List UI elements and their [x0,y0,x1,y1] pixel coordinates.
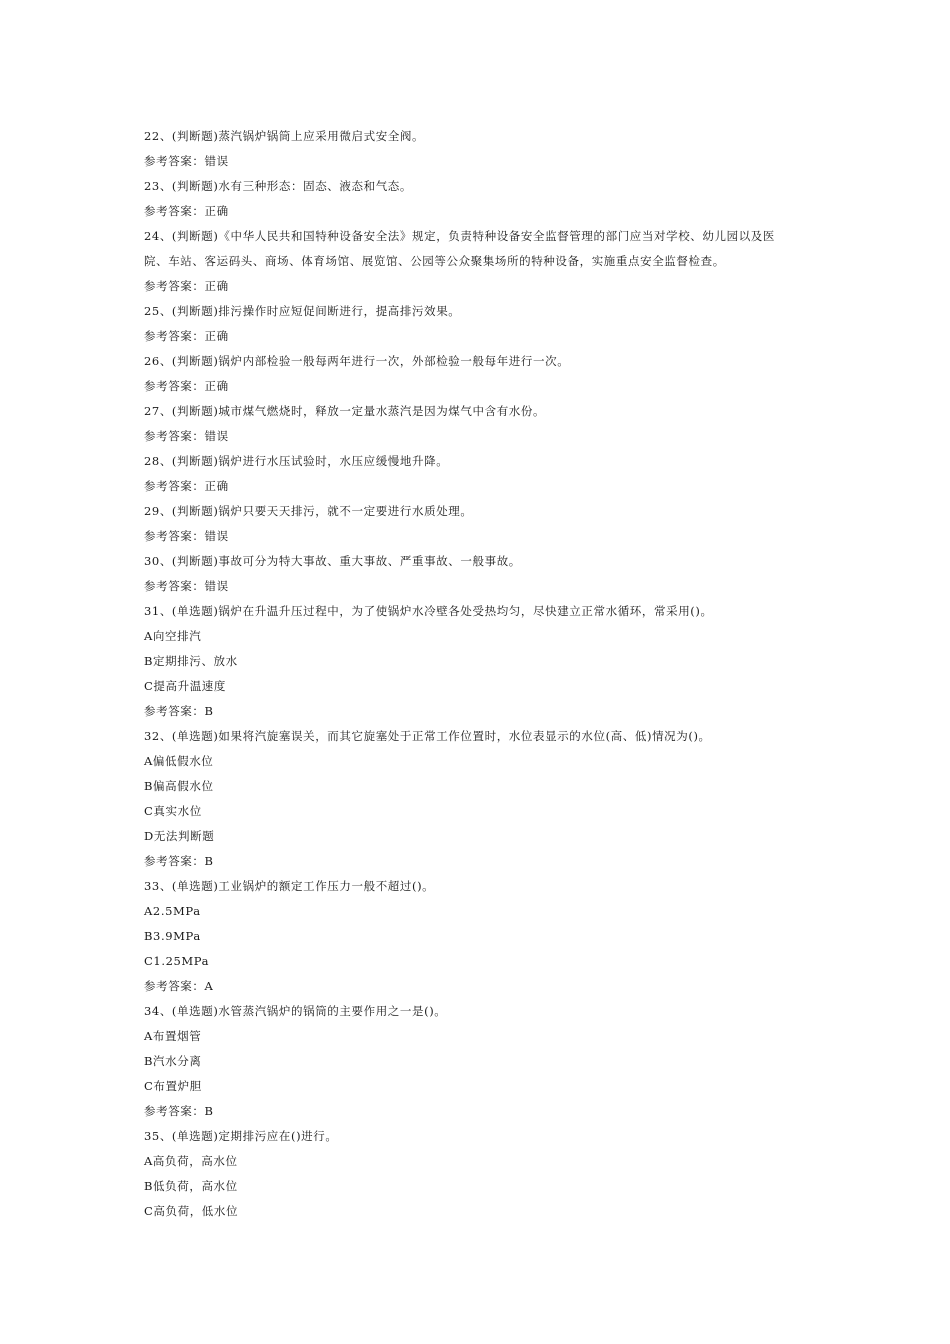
option-33-b: B3.9MPa [144,929,201,943]
question-28: 28、(判断题)锅炉进行水压试验时，水压应缓慢地升降。 [144,454,449,468]
option-32-b: B偏高假水位 [144,779,214,793]
answer-30: 参考答案：错误 [144,579,229,593]
question-25: 25、(判断题)排污操作时应短促间断进行，提高排污效果。 [144,304,461,318]
option-33-a: A2.5MPa [144,904,201,918]
answer-24: 参考答案：正确 [144,279,229,293]
question-24-line-2: 院、车站、客运码头、商场、体育场馆、展览馆、公园等公众聚集场所的特种设备，实施重点安全监督检查。 [144,254,725,268]
question-30: 30、(判断题)事故可分为特大事故、重大事故、严重事故、一般事故。 [144,554,521,568]
option-35-a: A高负荷，高水位 [144,1154,238,1168]
answer-25: 参考答案：正确 [144,329,229,343]
option-31-a: A向空排汽 [144,629,202,643]
question-24-line-1: 24、(判断题)《中华人民共和国特种设备安全法》规定，负责特种设备安全监督管理的部门应当对学校、幼儿园以及医 [144,229,775,243]
answer-26: 参考答案：正确 [144,379,229,393]
answer-23: 参考答案：正确 [144,204,229,218]
answer-28: 参考答案：正确 [144,479,229,493]
option-33-c: C1.25MPa [144,954,210,968]
question-27: 27、(判断题)城市煤气燃烧时，释放一定量水蒸汽是因为煤气中含有水份。 [144,404,546,418]
answer-31: 参考答案：B [144,704,214,718]
answer-29: 参考答案：错误 [144,529,229,543]
question-32: 32、(单选题)如果将汽旋塞误关，而其它旋塞处于正常工作位置时，水位表显示的水位(高、低)情况为()。 [144,729,711,743]
question-35: 35、(单选题)定期排污应在()进行。 [144,1129,338,1143]
answer-33: 参考答案：A [144,979,214,993]
option-32-c: C真实水位 [144,804,202,818]
question-26: 26、(判断题)锅炉内部检验一般每两年进行一次，外部检验一般每年进行一次。 [144,354,570,368]
question-33: 33、(单选题)工业锅炉的额定工作压力一般不超过()。 [144,879,435,893]
option-32-d: D无法判断题 [144,829,215,843]
answer-32: 参考答案：B [144,854,214,868]
answer-22: 参考答案：错误 [144,154,229,168]
option-35-c: C高负荷，低水位 [144,1204,239,1218]
option-32-a: A偏低假水位 [144,754,214,768]
option-31-c: C提高升温速度 [144,679,226,693]
question-23: 23、(判断题)水有三种形态：固态、液态和气态。 [144,179,413,193]
question-34: 34、(单选题)水管蒸汽锅炉的锅筒的主要作用之一是()。 [144,1004,447,1018]
option-31-b: B定期排污、放水 [144,654,238,668]
option-35-b: B低负荷，高水位 [144,1179,238,1193]
question-22: 22、(判断题)蒸汽锅炉锅筒上应采用微启式安全阀。 [144,129,425,143]
question-29: 29、(判断题)锅炉只要天天排污，就不一定要进行水质处理。 [144,504,473,518]
option-34-b: B汽水分离 [144,1054,202,1068]
question-31: 31、(单选题)锅炉在升温升压过程中，为了使锅炉水冷壁各处受热均匀，尽快建立正常水循环，常采用()。 [144,604,713,618]
answer-27: 参考答案：错误 [144,429,229,443]
option-34-c: C布置炉胆 [144,1079,202,1093]
answer-34: 参考答案：B [144,1104,214,1118]
document-body [144,124,814,1224]
option-34-a: A布置烟管 [144,1029,202,1043]
